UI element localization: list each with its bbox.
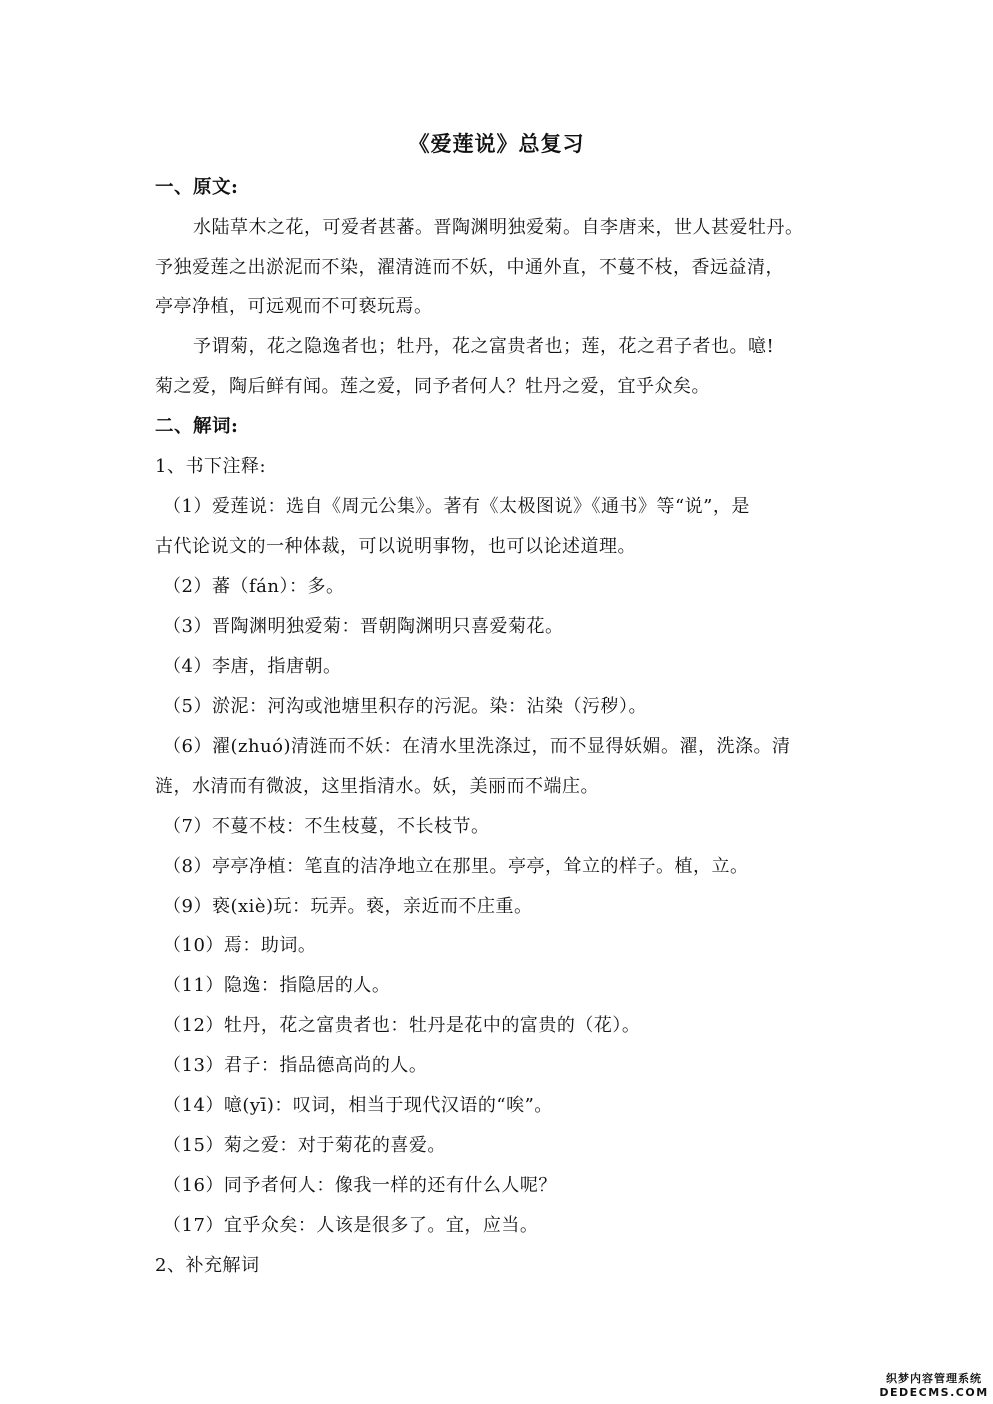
original-text-line: 亭亭净植，可远观而不可亵玩焉。 — [155, 296, 433, 317]
watermark-top-text: 织梦内容管理系统 — [886, 1372, 982, 1385]
note-line: （9）亵(xiè)玩：玩弄。亵，亲近而不庄重。 — [163, 896, 533, 917]
note-line: 涟，水清而有微波，这里指清水。妖，美丽而不端庄。 — [155, 776, 599, 797]
note-line: （13）君子：指品德高尚的人。 — [163, 1055, 428, 1076]
note-line: （3）晋陶渊明独爱菊：晋朝陶渊明只喜爱菊花。 — [163, 616, 564, 637]
note-line: （1）爱莲说：选自《周元公集》。著有《太极图说》《通书》等“说”，是 — [163, 496, 750, 517]
original-text-line: 予独爱莲之出淤泥而不染，濯清涟而不妖，中通外直，不蔓不枝，香远益清， — [155, 257, 784, 278]
watermark-logo — [879, 1372, 989, 1402]
document-title: 《爱莲说》总复习 — [408, 131, 585, 156]
note-line: （5）淤泥：河沟或池塘里积存的污泥。染：沾染（污秽）。 — [163, 696, 647, 717]
note-line: （4）李唐，指唐朝。 — [163, 656, 342, 677]
note-line: （8）亭亭净植：笔直的洁净地立在那里。亭亭，耸立的样子。植，立。 — [163, 856, 749, 877]
note-line: （10）焉：助词。 — [163, 935, 317, 956]
note-line: （16）同予者何人：像我一样的还有什么人呢？ — [163, 1175, 557, 1196]
note-line: （7）不蔓不枝：不生枝蔓，不长枝节。 — [163, 816, 490, 837]
note-line: 古代论说文的一种体裁，可以说明事物，也可以论述道理。 — [155, 536, 636, 557]
note-line: （6）濯(zhuó)清涟而不妖：在清水里洗涤过，而不显得妖媚。濯，洗涤。清 — [163, 736, 791, 757]
note-line: （11）隐逸：指隐居的人。 — [163, 975, 391, 996]
subsection-heading-supplementary: 2、补充解词 — [155, 1255, 260, 1276]
section-heading-original-text: 一、原文: — [155, 177, 239, 198]
note-line: （2）蕃（fán）：多。 — [163, 576, 345, 597]
section-heading-word-explanations: 二、解词: — [155, 416, 239, 437]
watermark-bottom-text: DEDECMS.COM — [879, 1386, 989, 1399]
note-line: （14）噫(yī)：叹词，相当于现代汉语的“唉”。 — [163, 1095, 553, 1116]
subsection-heading-textbook-notes: 1、书下注释: — [155, 456, 267, 477]
note-line: （17）宜乎众矣：人该是很多了。宜，应当。 — [163, 1215, 539, 1236]
original-text-line: 菊之爱，陶后鲜有闻。莲之爱，同予者何人？牡丹之爱，宜乎众矣。 — [155, 376, 710, 397]
note-line: （12）牡丹，花之富贵者也：牡丹是花中的富贵的（花）。 — [163, 1015, 641, 1036]
original-text-line: 予谓菊，花之隐逸者也；牡丹，花之富贵者也；莲，花之君子者也。噫! — [193, 336, 775, 357]
note-line: （15）菊之爱：对于菊花的喜爱。 — [163, 1135, 446, 1156]
original-text-line: 水陆草木之花，可爱者甚蕃。晋陶渊明独爱菊。自李唐来，世人甚爱牡丹。 — [193, 217, 804, 238]
